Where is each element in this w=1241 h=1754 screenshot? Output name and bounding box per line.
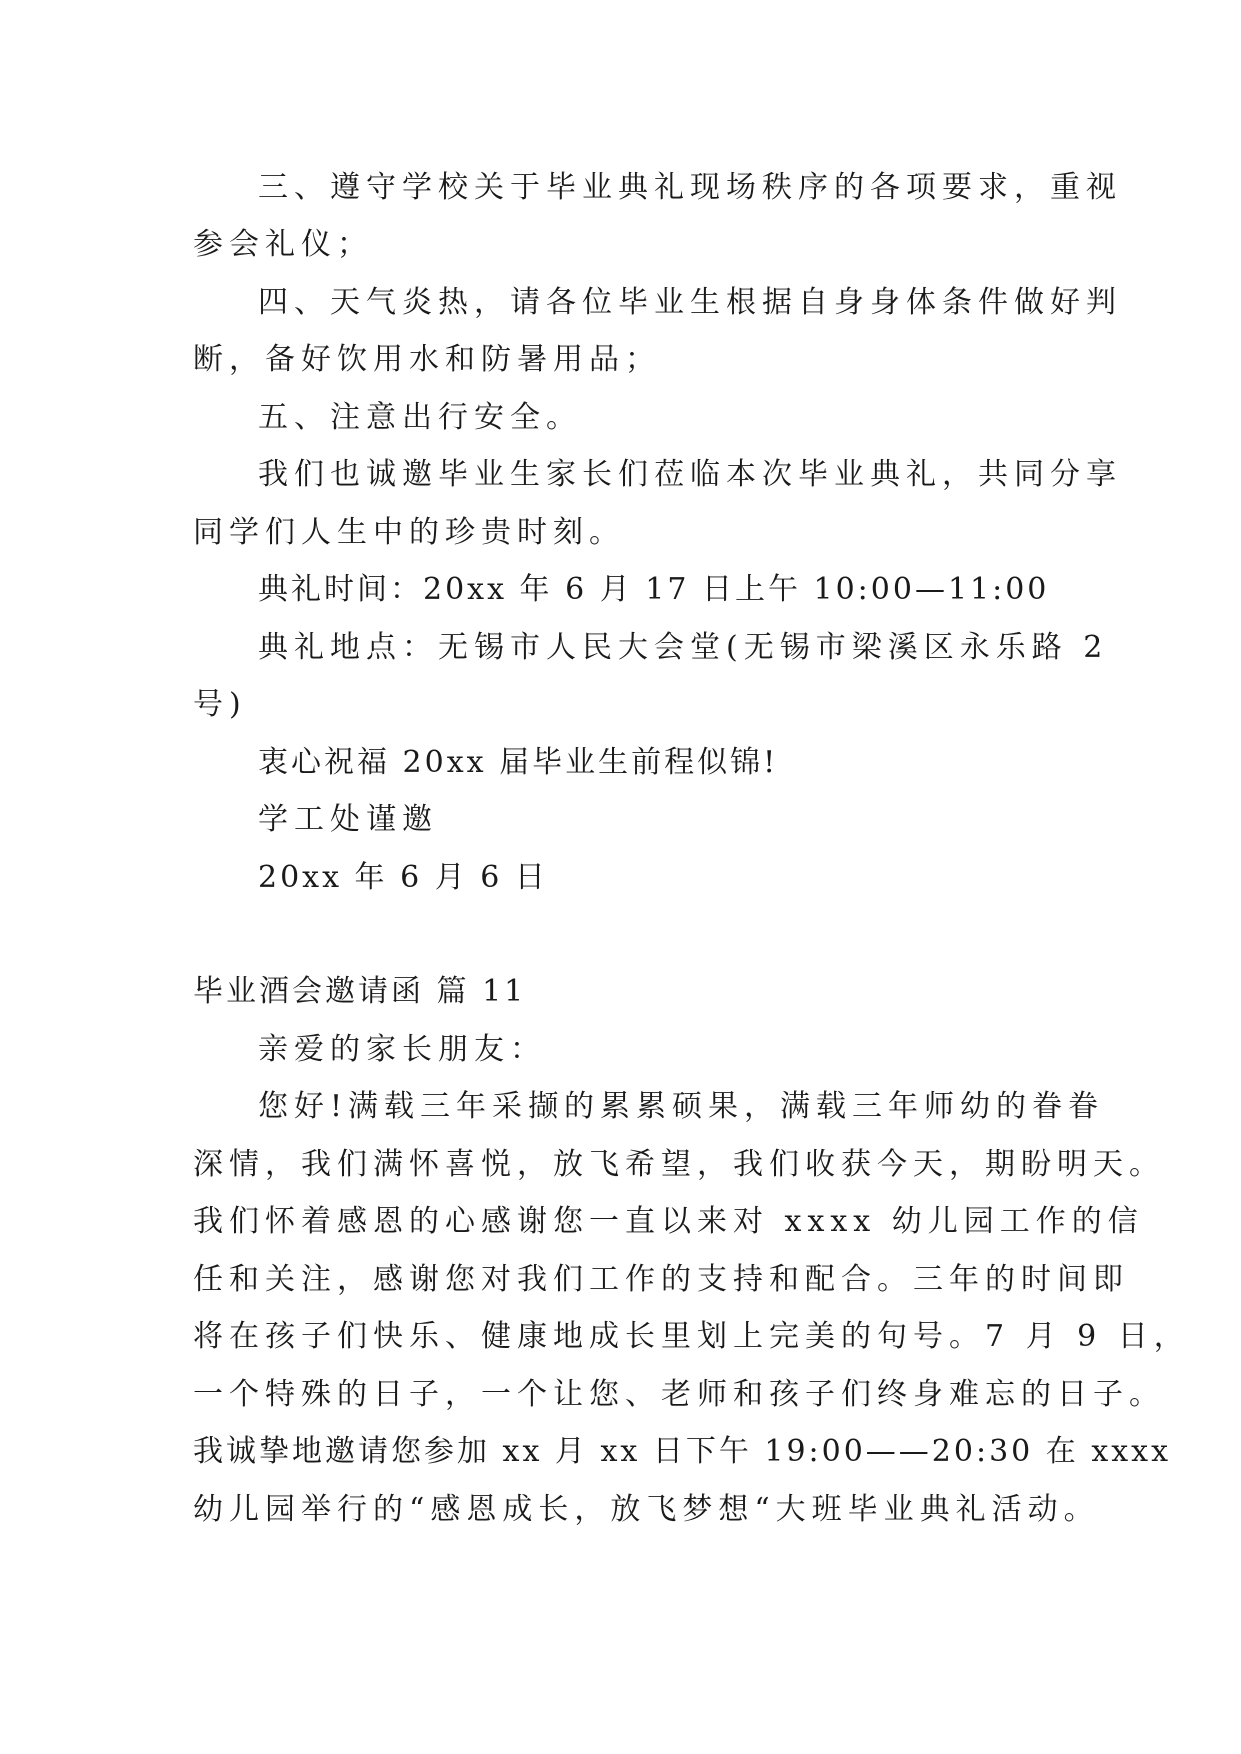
- paragraph-invite-parents-line-1: 我们也诚邀毕业生家长们莅临本次毕业典礼，共同分享: [258, 457, 1122, 492]
- blessing: 衷心祝福 20xx 届毕业生前程似锦!: [258, 745, 779, 780]
- signature-date: 20xx 年 6 月 6 日: [258, 860, 548, 895]
- ceremony-place-line-2: 号): [193, 687, 247, 722]
- section-heading: 毕业酒会邀请函 篇 11: [193, 974, 527, 1009]
- body-line-7: 我诚挚地邀请您参加 xx 月 xx 日下午 19:00——20:30 在 xxxx: [193, 1434, 1172, 1469]
- body-line-2: 深情，我们满怀喜悦，放飞希望，我们收获今天，期盼明天。: [193, 1147, 1165, 1182]
- salutation: 亲爱的家长朋友：: [258, 1032, 546, 1067]
- body-line-8: 幼儿园举行的“感恩成长，放飞梦想“大班毕业典礼活动。: [193, 1492, 1100, 1527]
- paragraph-rule-4-line-1: 四、天气炎热，请各位毕业生根据自身身体条件做好判: [258, 285, 1122, 320]
- paragraph-rule-3-line-2: 参会礼仪；: [193, 227, 373, 262]
- paragraph-rule-4-line-2: 断，备好饮用水和防暑用品；: [193, 342, 661, 377]
- signature: 学工处谨邀: [258, 802, 438, 837]
- body-line-5: 将在孩子们快乐、健康地成长里划上完美的句号。7 月 9 日，: [193, 1319, 1190, 1354]
- body-line-4: 任和关注，感谢您对我们工作的支持和配合。三年的时间即: [193, 1262, 1129, 1297]
- paragraph-rule-5: 五、注意出行安全。: [258, 400, 582, 435]
- body-line-1: 您好!满载三年采撷的累累硕果，满载三年师幼的眷眷: [258, 1089, 1105, 1124]
- body-line-3: 我们怀着感恩的心感谢您一直以来对 xxxx 幼儿园工作的信: [193, 1204, 1144, 1239]
- paragraph-invite-parents-line-2: 同学们人生中的珍贵时刻。: [193, 515, 625, 550]
- ceremony-place-line-1: 典礼地点：无锡市人民大会堂(无锡市梁溪区永乐路 2: [258, 630, 1109, 665]
- ceremony-time: 典礼时间：20xx 年 6 月 17 日上午 10:00—11:00: [258, 572, 1050, 607]
- body-line-6: 一个特殊的日子，一个让您、老师和孩子们终身难忘的日子。: [193, 1377, 1165, 1412]
- paragraph-rule-3-line-1: 三、遵守学校关于毕业典礼现场秩序的各项要求，重视: [258, 170, 1122, 205]
